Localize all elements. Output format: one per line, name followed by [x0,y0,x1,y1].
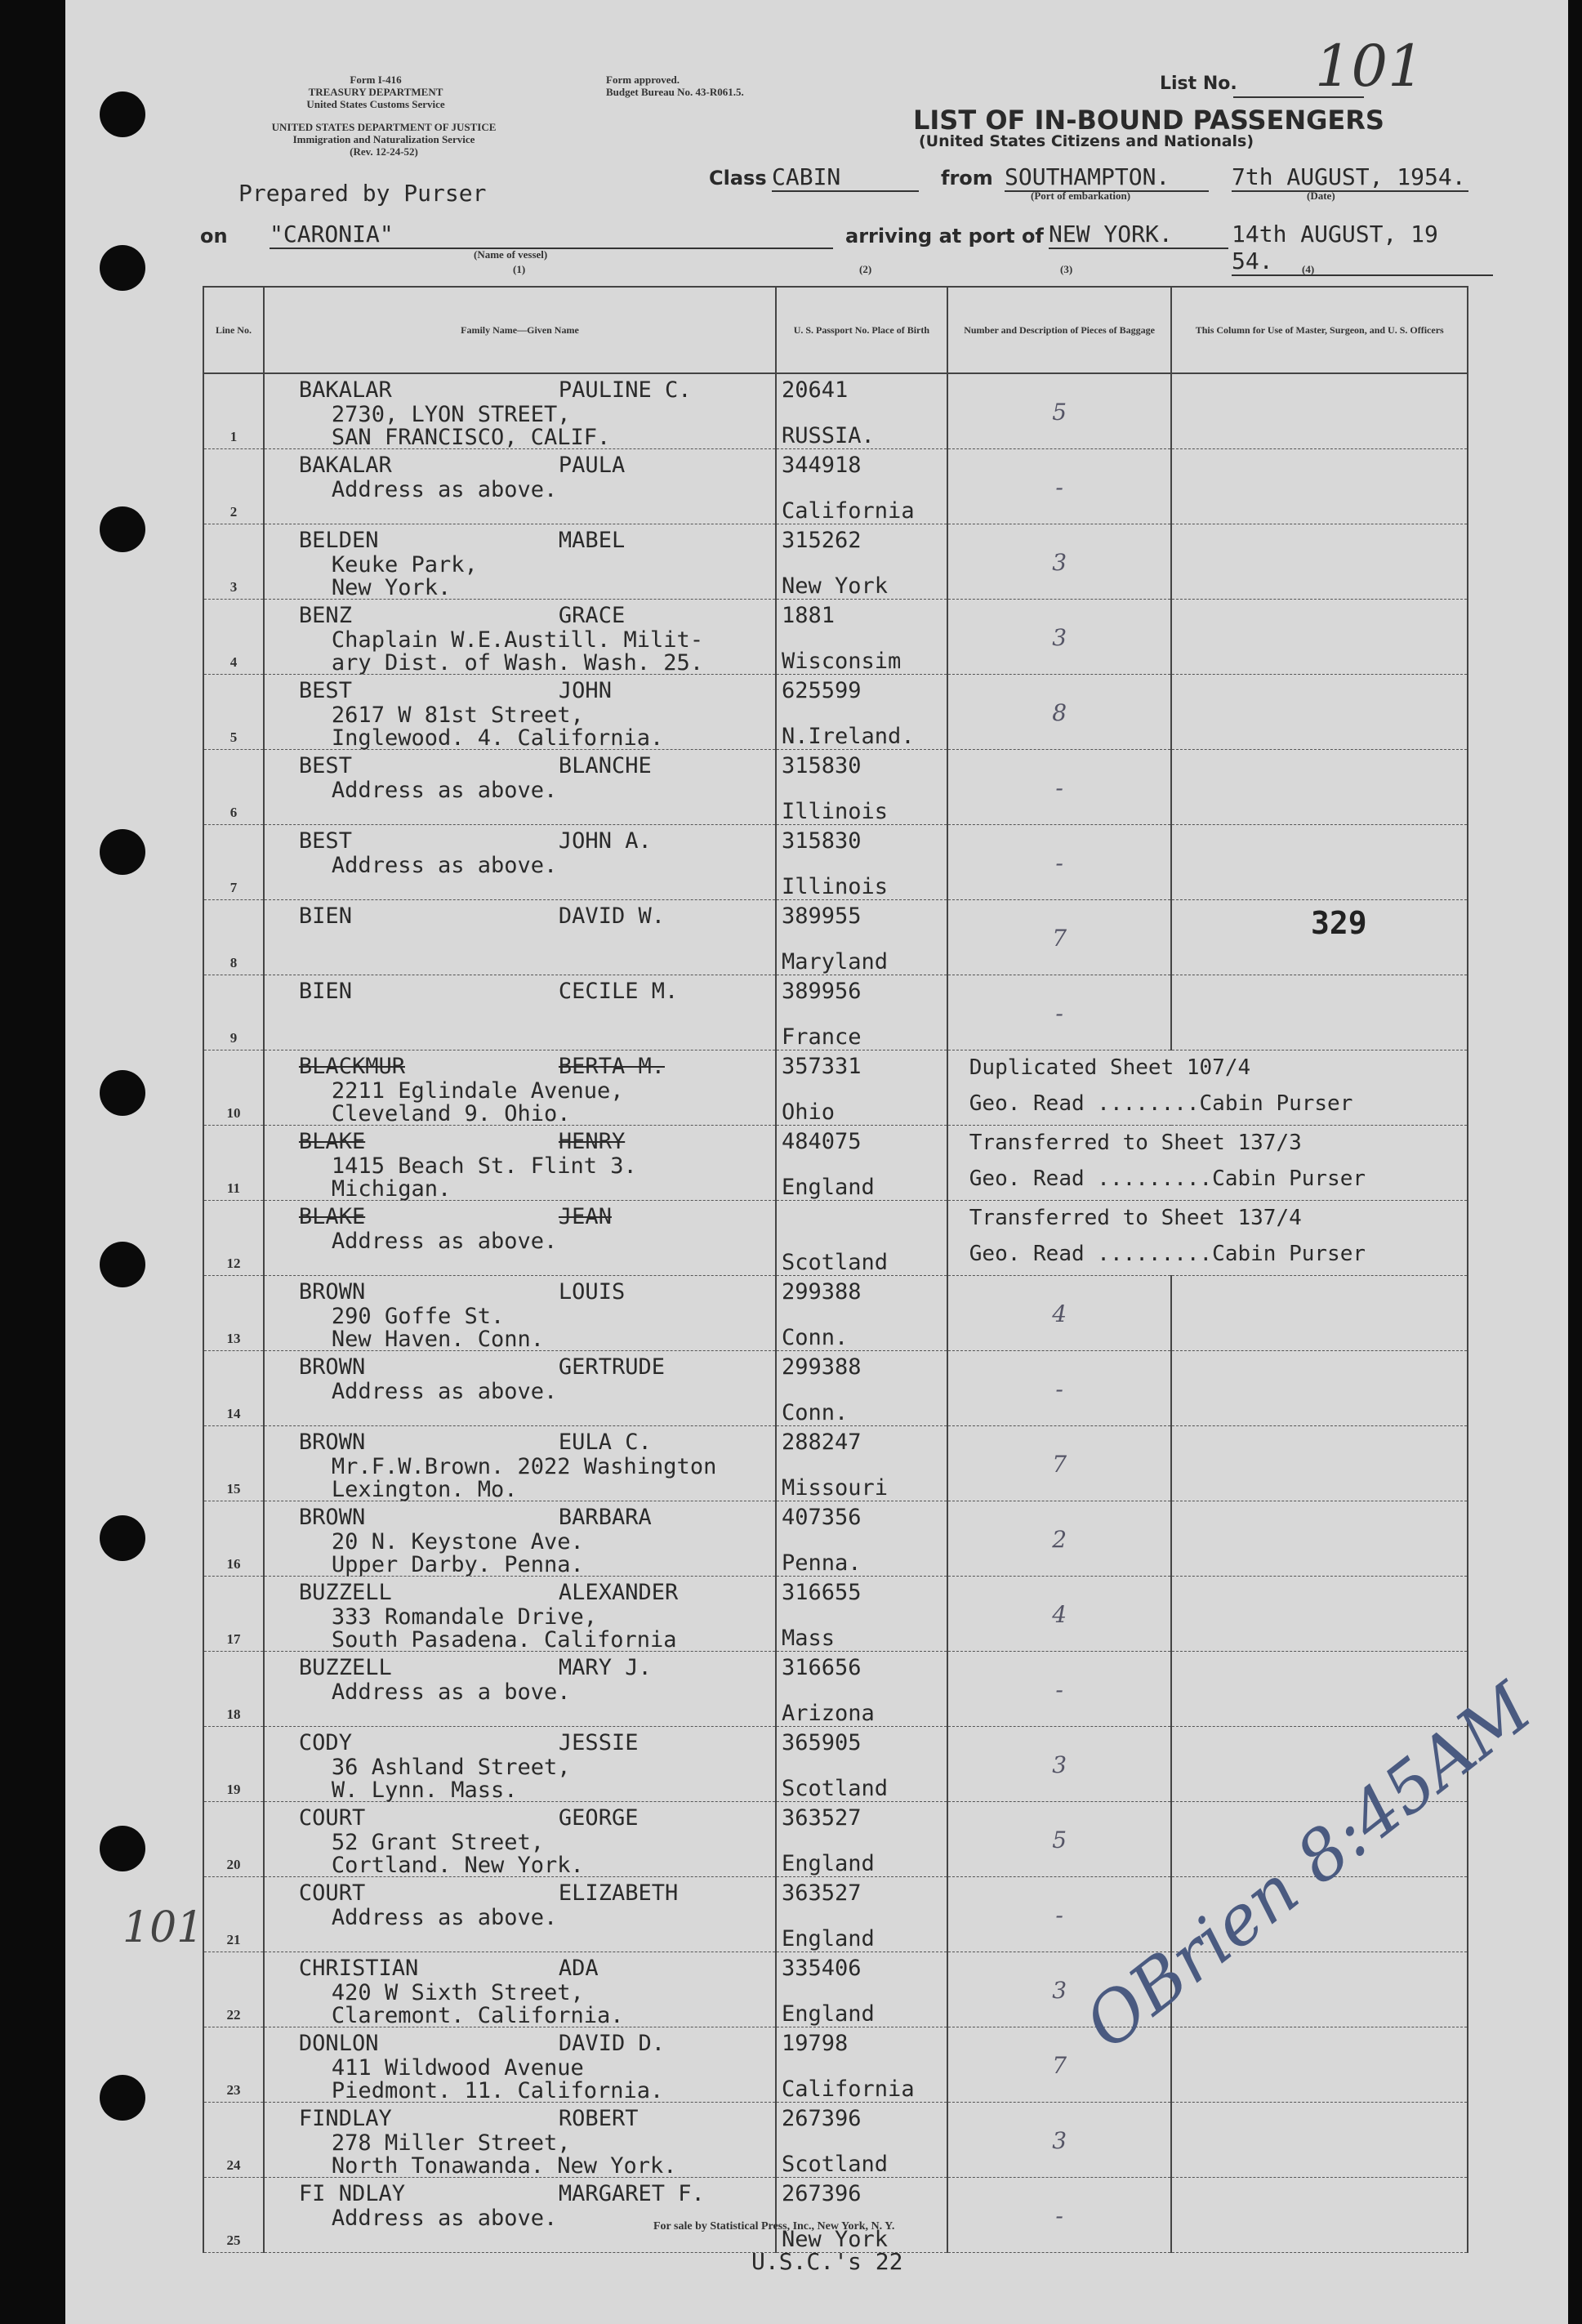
place-of-birth: Illinois [782,799,889,824]
address-line-1: 2211 Eglindale Avenue, [331,1078,624,1104]
given-name: JOHN [558,678,612,703]
col-ref-3: (3) [1060,263,1073,275]
address-line-2: Claremont. California. [331,2003,624,2028]
place-of-birth: California [782,498,915,524]
address-line-1: Chaplain W.E.Austill. Milit- [331,627,704,653]
baggage-count: 4 [1052,1601,1067,1628]
place-of-birth: New York [782,573,889,599]
line-number: 5 [230,729,238,745]
place-of-birth: Ohio [782,1100,836,1125]
officer-cell [1172,374,1467,448]
port-of-embarkation: SOUTHAMPTON. [1005,163,1209,192]
purser-signature-line: Geo. Read ........Cabin Purser [969,1091,1353,1116]
family-name: BROWN [298,1279,366,1305]
family-name: FINDLAY [298,2106,392,2131]
passport-number: 357331 [782,1054,862,1079]
passenger-table [203,286,1468,2253]
passport-number: 299388 [782,1354,862,1380]
justice-block [196,121,572,158]
baggage-count: - [1055,474,1063,501]
on-label: on [200,225,228,248]
address-line-1: Address as above. [331,2206,558,2231]
baggage-count: 5 [1052,399,1067,426]
table-row [203,600,1468,675]
passport-number: 363527 [782,1805,862,1831]
punch-hole [100,1826,145,1871]
baggage-count: 7 [1052,1451,1067,1478]
table-row [203,1426,1468,1501]
address-line-2: New Haven. Conn. [331,1327,545,1352]
address-line-2: Inglewood. 4. California. [331,725,664,751]
passport-number: 20641 [782,377,849,403]
class-value: CABIN [772,163,919,192]
col-ref-4: (4) [1302,263,1315,275]
transfer-note: Duplicated Sheet 107/4 [969,1055,1251,1080]
punch-hole [100,2075,145,2121]
officer-cell [1172,449,1467,524]
family-name: BLAKE [298,1204,366,1229]
address-line-1: 290 Goffe St. [331,1304,505,1329]
table-header-row [203,287,1468,373]
given-name: BARBARA [558,1505,652,1530]
table-row [203,1652,1468,1727]
address-line-2: Michigan. [331,1176,452,1202]
purser-signature-line: Geo. Read .........Cabin Purser [969,1242,1366,1266]
table-row [203,1501,1468,1577]
line-number: 19 [226,1782,241,1797]
baggage-count: - [1055,850,1063,877]
table-row [203,1727,1468,1802]
place-of-birth: Penna. [782,1550,862,1576]
address-line-2: Piedmont. 11. California. [331,2078,664,2103]
table-row [203,1952,1468,2027]
line-number: 14 [226,1406,241,1421]
place-of-birth: Scotland [782,1250,889,1275]
passport-number: 316656 [782,1655,862,1680]
list-number: 101 [1315,33,1424,100]
family-name: BROWN [298,1430,366,1455]
port-embark-caption: (Port of embarkation) [1031,190,1131,202]
family-name: BUZZELL [298,1655,392,1680]
line-number: 23 [226,2082,241,2098]
header-officers: This Column for Use of Master, Surgeon, and U. S. Officers [1171,287,1468,373]
col-ref-2: (2) [859,263,872,275]
address-line-1: Keuke Park, [331,552,478,578]
address-line-2: W. Lynn. Mass. [331,1778,518,1803]
address-line-1: 36 Ashland Street, [331,1755,571,1780]
family-name: BUZZELL [298,1580,392,1605]
table-row [203,2027,1468,2103]
family-name: BIEN [298,903,352,929]
place-of-birth: RUSSIA. [782,423,875,448]
baggage-count: - [1055,1000,1063,1027]
header-name: Family Name—Given Name [264,287,776,373]
passport-number: 19798 [782,2031,849,2056]
passport-number: 389955 [782,903,862,929]
address-line-1: Address as above. [331,1229,558,1254]
dept-immigration: Immigration and Naturalization Service [292,133,475,145]
family-name: BENZ [298,603,352,628]
passport-number: 344918 [782,453,862,478]
place-of-birth: New York [782,2227,889,2252]
given-name: GEORGE [558,1805,639,1831]
budget-bureau: Budget Bureau No. 43-R061.5. [606,86,744,98]
transfer-note: Transferred to Sheet 137/3 [969,1131,1302,1155]
header-line-no: Line No. [203,287,264,373]
family-name: BAKALAR [298,453,392,478]
address-line-1: 1415 Beach St. Flint 3. [331,1153,637,1179]
officer-cell [1172,600,1467,674]
family-name: BEST [298,753,352,778]
place-of-birth: England [782,1175,875,1200]
passport-number: 316655 [782,1580,862,1605]
family-name: COURT [298,1880,366,1906]
approval-block [606,74,744,98]
punch-hole [100,1515,145,1561]
place-of-birth: N.Ireland. [782,724,915,749]
given-name: MABEL [558,528,626,553]
officer-cell [1172,1426,1467,1501]
family-name: BIEN [298,979,352,1004]
given-name: JESSIE [558,1730,639,1755]
given-name: DAVID D. [558,2031,665,2056]
place-of-birth: England [782,2001,875,2027]
manifest-title: LIST OF IN-BOUND PASSENGERS [913,105,1384,136]
place-of-birth: France [782,1024,862,1050]
baggage-count: 3 [1052,1751,1067,1778]
passport-number: 365905 [782,1730,862,1755]
vessel-name: "CARONIA" [270,221,833,249]
address-line-1: Address as above. [331,1379,558,1404]
form-approved: Form approved. [606,74,680,86]
passport-number: 625599 [782,678,862,703]
line-number: 9 [230,1030,238,1046]
table-row [203,900,1468,975]
baggage-count: - [1055,1902,1063,1929]
arrival-date: 14th AUGUST, 19 54. [1232,221,1493,276]
table-row [203,1351,1468,1426]
given-name: HENRY [558,1129,626,1154]
baggage-count: 8 [1052,699,1067,726]
from-label: from [941,167,993,190]
address-line-2: ary Dist. of Wash. Wash. 25. [331,650,704,676]
address-line-1: 420 W Sixth Street, [331,1980,584,2005]
punch-hole [100,91,145,137]
address-line-2: Lexington. Mo. [331,1477,518,1502]
family-name: COURT [298,1805,366,1831]
line-number: 22 [226,2007,241,2023]
baggage-count: - [1055,2202,1063,2229]
given-name: MARY J. [558,1655,652,1680]
given-name: JEAN [558,1204,612,1229]
address-line-2: SAN FRANCISCO, CALIF. [331,425,611,450]
line-number: 20 [226,1857,241,1872]
address-line-1: 20 N. Keystone Ave. [331,1529,584,1555]
line-number: 18 [226,1706,241,1722]
inspector-signature: OBrien 8:45AM [1070,1667,1547,2065]
line-number: 13 [226,1331,241,1346]
officer-remark: 329 [1311,905,1367,941]
address-line-1: 2617 W 81st Street, [331,703,584,728]
line-number: 8 [230,955,238,970]
family-name: BLAKE [298,1129,366,1154]
given-name: EULA C. [558,1430,652,1455]
address-line-1: Address as a bove. [331,1679,571,1705]
table-row [203,2178,1468,2253]
footer-form-code: U.S.C.'s 22 [751,2248,903,2275]
baggage-count: - [1055,774,1063,801]
table-row [203,1201,1468,1276]
punch-hole [100,829,145,875]
officer-cell [1172,1652,1467,1726]
family-name: CODY [298,1730,352,1755]
baggage-count: 3 [1052,1977,1067,2004]
place-of-birth: California [782,2076,915,2102]
class-label: Class [709,167,767,190]
address-line-1: 411 Wildwood Avenue [331,2055,584,2081]
table-row [203,675,1468,750]
address-line-1: Address as above. [331,1905,558,1930]
dept-justice: UNITED STATES DEPARTMENT OF JUSTICE [271,121,497,133]
embark-date: 7th AUGUST, 1954. [1232,163,1468,192]
margin-number: 101 [123,1903,204,1952]
header-baggage: Number and Description of Pieces of Baggage [947,287,1172,373]
given-name: GRACE [558,603,626,628]
given-name: LOUIS [558,1279,626,1305]
family-name: BELDEN [298,528,379,553]
date-caption: (Date) [1307,190,1335,202]
punch-hole [100,1242,145,1287]
place-of-birth: England [782,1926,875,1952]
address-line-2: Cleveland 9. Ohio. [331,1101,571,1126]
baggage-count: 3 [1052,2127,1067,2154]
baggage-count: 3 [1052,549,1067,576]
address-line-2: Cortland. New York. [331,1853,584,1878]
given-name: ELIZABETH [558,1880,679,1906]
line-number: 11 [226,1180,240,1196]
line-number: 25 [226,2233,241,2248]
given-name: PAULINE C. [558,377,692,403]
place-of-birth: Scotland [782,2152,889,2177]
given-name: PAULA [558,453,626,478]
baggage-count: 2 [1052,1526,1067,1553]
place-of-birth: Missouri [782,1475,889,1501]
passport-number: 389956 [782,979,862,1004]
address-line-1: Address as above. [331,853,558,878]
punch-hole [100,245,145,291]
col-ref-1: (1) [513,263,526,275]
baggage-count: 5 [1052,1827,1067,1853]
table-row [203,524,1468,600]
line-number: 17 [226,1631,241,1647]
form-agency-block [270,74,482,110]
place-of-birth: Arizona [782,1701,875,1726]
officer-cell [1172,2178,1467,2252]
baggage-count: 4 [1052,1300,1067,1327]
table-row [203,825,1468,900]
address-line-1: Mr.F.W.Brown. 2022 Washington [331,1454,717,1479]
given-name: BERTA M. [558,1054,665,1079]
officer-cell [1172,2027,1467,2102]
officer-cell [1172,825,1467,899]
passport-number: 484075 [782,1129,862,1154]
form-revision: (Rev. 12-24-52) [350,145,418,158]
dept-treasury: TREASURY DEPARTMENT [308,86,443,98]
address-line-1: Address as above. [331,477,558,502]
line-number: 2 [230,504,238,520]
place-of-birth: Wisconsim [782,649,902,674]
line-number: 3 [230,579,238,595]
line-number: 10 [226,1105,241,1121]
table-row [203,975,1468,1050]
officer-cell [1172,1577,1467,1651]
punch-hole [100,1070,145,1116]
dept-customs: United States Customs Service [306,98,445,110]
line-number: 16 [226,1556,241,1572]
place-of-birth: Scotland [782,1776,889,1801]
address-line-2: North Tonawanda. New York. [331,2153,677,2179]
arrival-port: NEW YORK. [1049,221,1228,249]
footer-publisher: For sale by Statistical Press, Inc., New York, N. Y. [653,2220,895,2233]
family-name: BEST [298,828,352,854]
line-number: 12 [226,1256,241,1271]
purser-signature-line: Geo. Read .........Cabin Purser [969,1166,1366,1191]
line-number: 21 [226,1932,241,1947]
passport-number: 315830 [782,828,862,854]
officer-cell [1172,975,1467,1050]
list-no-label: List No. [1160,74,1237,94]
address-line-2: New York. [331,575,452,600]
form-number: Form I-416 [350,74,402,86]
passport-number: 267396 [782,2181,862,2206]
given-name: CECILE M. [558,979,679,1004]
punch-hole [100,506,145,552]
passport-number: 267396 [782,2106,862,2131]
given-name: BLANCHE [558,753,652,778]
line-number: 7 [230,880,238,895]
place-of-birth: England [782,1851,875,1876]
baggage-count: - [1055,1376,1063,1403]
baggage-count: 7 [1052,925,1067,952]
passport-number: 363527 [782,1880,862,1906]
family-name: BROWN [298,1354,366,1380]
vessel-caption: (Name of vessel) [474,248,548,261]
manifest-subtitle: (United States Citizens and Nationals) [919,132,1254,150]
passport-number: 288247 [782,1430,862,1455]
line-number: 24 [226,2157,241,2173]
family-name: BAKALAR [298,377,392,403]
prepared-by: Prepared by Purser [238,180,487,207]
address-line-1: 333 Romandale Drive, [331,1604,598,1630]
family-name: BROWN [298,1505,366,1530]
passport-number: 407356 [782,1505,862,1530]
address-line-1: 52 Grant Street, [331,1830,545,1855]
place-of-birth: Illinois [782,874,889,899]
family-name: BLACKMUR [298,1054,405,1079]
table-body [203,373,1468,2253]
address-line-2: Upper Darby. Penna. [331,1552,584,1577]
officer-cell [1172,1351,1467,1425]
officer-cell [1172,750,1467,824]
passport-number: 299388 [782,1279,862,1305]
passport-number: 1881 [782,603,836,628]
given-name: ALEXANDER [558,1580,679,1605]
address-line-2: South Pasadena. California [331,1627,677,1653]
arriving-label: arriving at port of [845,225,1044,248]
family-name: BEST [298,678,352,703]
given-name: ADA [558,1956,599,1981]
given-name: DAVID W. [558,903,665,929]
transfer-note: Transferred to Sheet 137/4 [969,1206,1302,1230]
address-line-1: Address as above. [331,778,558,803]
baggage-count: 7 [1052,2052,1067,2079]
officer-cell [1172,524,1467,599]
place-of-birth: Conn. [782,1400,849,1425]
given-name: GERTRUDE [558,1354,665,1380]
officer-cell [1172,675,1467,749]
table-row [203,1276,1468,1351]
table-row [203,1050,1468,1126]
header-passport: U. S. Passport No. Place of Birth [776,287,947,373]
table-row [203,449,1468,524]
table-row [203,1577,1468,1652]
baggage-count: 3 [1052,624,1067,651]
officer-cell [1172,1276,1467,1350]
given-name: MARGARET F. [558,2181,705,2206]
family-name: DONLON [298,2031,379,2056]
passport-number: 315262 [782,528,862,553]
place-of-birth: Maryland [782,949,889,975]
given-name: ROBERT [558,2106,639,2131]
table-row [203,373,1468,449]
table-row [203,2103,1468,2178]
place-of-birth: Conn. [782,1325,849,1350]
table-row [203,750,1468,825]
place-of-birth: Mass [782,1626,836,1651]
officer-cell [1172,1501,1467,1576]
family-name: CHRISTIAN [298,1956,419,1981]
family-name: FI NDLAY [298,2181,405,2206]
given-name: JOHN A. [558,828,652,854]
officer-cell [1172,2103,1467,2177]
address-line-1: 278 Miller Street, [331,2130,571,2156]
line-number: 6 [230,805,238,820]
baggage-count: - [1055,1676,1063,1703]
line-number: 1 [230,429,238,444]
passport-number: 335406 [782,1956,862,1981]
line-number: 15 [226,1481,241,1497]
line-number: 4 [230,654,238,670]
table-row [203,1126,1468,1201]
passport-number: 315830 [782,753,862,778]
address-line-1: 2730, LYON STREET, [331,402,571,427]
